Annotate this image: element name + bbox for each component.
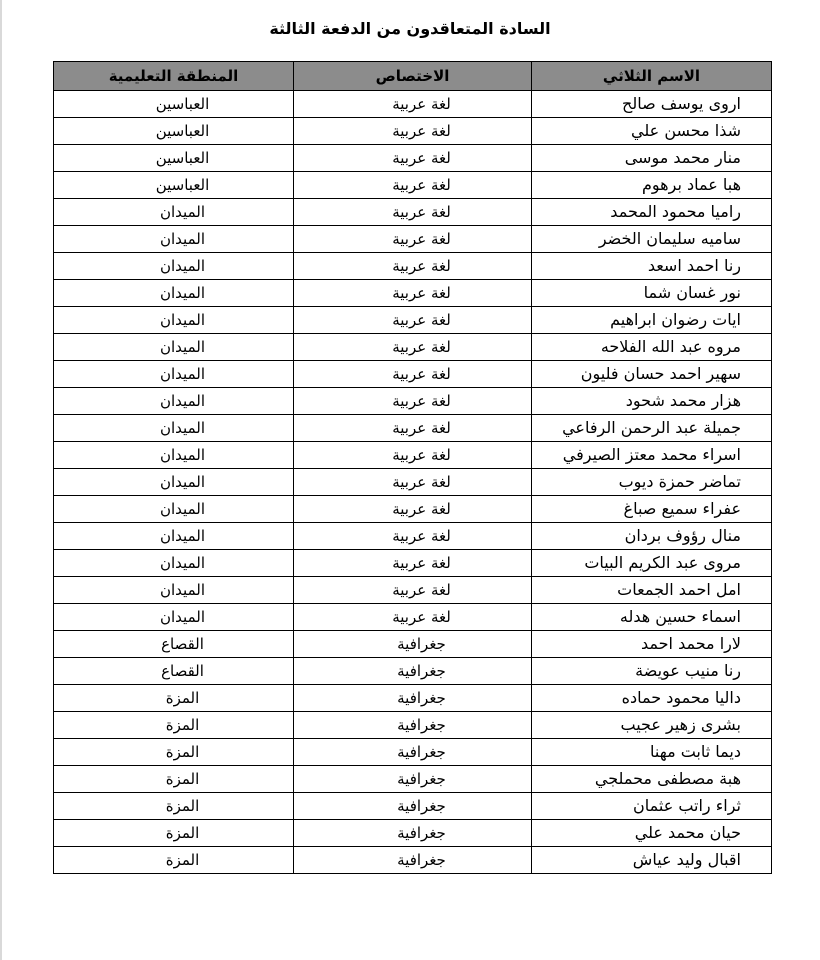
header-row	[54, 62, 772, 91]
table-row	[54, 550, 772, 577]
cell-specialization: لغة عربية	[294, 91, 532, 118]
cell-full-name: منار محمد موسى	[532, 145, 772, 172]
cell-education-region: الميدان	[54, 226, 294, 253]
cell-education-region: المزة	[54, 847, 294, 874]
cell-education-region: العباسين	[54, 91, 294, 118]
table-row	[54, 523, 772, 550]
cell-full-name: رنا احمد اسعد	[532, 253, 772, 280]
cell-full-name: جميلة عبد الرحمن الرفاعي	[532, 415, 772, 442]
cell-education-region: الميدان	[54, 577, 294, 604]
cell-education-region: الميدان	[54, 415, 294, 442]
cell-specialization: جغرافية	[294, 739, 532, 766]
cell-full-name: ساميه سليمان الخضر	[532, 226, 772, 253]
cell-specialization: لغة عربية	[294, 469, 532, 496]
cell-education-region: المزة	[54, 820, 294, 847]
cell-full-name: امل احمد الجمعات	[532, 577, 772, 604]
cell-full-name: داليا محمود حماده	[532, 685, 772, 712]
cell-specialization: لغة عربية	[294, 604, 532, 631]
cell-full-name: هزار محمد شحود	[532, 388, 772, 415]
page-edge	[0, 0, 2, 960]
cell-education-region: الميدان	[54, 253, 294, 280]
cell-education-region: الميدان	[54, 199, 294, 226]
table-row	[54, 739, 772, 766]
table-row	[54, 820, 772, 847]
column-header-region: المنطقة التعليمية	[54, 62, 294, 91]
cell-specialization: لغة عربية	[294, 253, 532, 280]
cell-specialization: جغرافية	[294, 712, 532, 739]
cell-specialization: جغرافية	[294, 685, 532, 712]
cell-education-region: القصاع	[54, 658, 294, 685]
cell-specialization: جغرافية	[294, 793, 532, 820]
cell-education-region: الميدان	[54, 442, 294, 469]
cell-full-name: هبة مصطفى محملجي	[532, 766, 772, 793]
cell-full-name: تماضر حمزة ديوب	[532, 469, 772, 496]
table-row	[54, 388, 772, 415]
table-row	[54, 577, 772, 604]
cell-education-region: الميدان	[54, 388, 294, 415]
cell-specialization: لغة عربية	[294, 199, 532, 226]
cell-full-name: مروه عبد الله الفلاحه	[532, 334, 772, 361]
table-row	[54, 496, 772, 523]
column-header-major: الاختصاص	[294, 62, 532, 91]
table-row	[54, 442, 772, 469]
table-row	[54, 415, 772, 442]
cell-education-region: العباسين	[54, 172, 294, 199]
cell-education-region: العباسين	[54, 145, 294, 172]
cell-education-region: المزة	[54, 766, 294, 793]
table-row	[54, 712, 772, 739]
table-row	[54, 253, 772, 280]
cell-full-name: ايات رضوان ابراهيم	[532, 307, 772, 334]
cell-education-region: القصاع	[54, 631, 294, 658]
cell-full-name: حيان محمد علي	[532, 820, 772, 847]
table-row	[54, 847, 772, 874]
cell-specialization: لغة عربية	[294, 496, 532, 523]
cell-education-region: المزة	[54, 739, 294, 766]
contractors-table	[53, 61, 772, 874]
table-row	[54, 685, 772, 712]
cell-education-region: الميدان	[54, 604, 294, 631]
cell-specialization: لغة عربية	[294, 334, 532, 361]
table-row	[54, 118, 772, 145]
cell-full-name: لارا محمد احمد	[532, 631, 772, 658]
cell-specialization: لغة عربية	[294, 523, 532, 550]
cell-specialization: لغة عربية	[294, 145, 532, 172]
cell-full-name: سهير احمد حسان فليون	[532, 361, 772, 388]
table-row	[54, 307, 772, 334]
cell-specialization: لغة عربية	[294, 388, 532, 415]
table-row	[54, 658, 772, 685]
cell-specialization: لغة عربية	[294, 415, 532, 442]
table-row	[54, 145, 772, 172]
cell-specialization: لغة عربية	[294, 172, 532, 199]
document-title: السادة المتعاقدون من الدفعة الثالثة	[269, 19, 551, 38]
cell-specialization: جغرافية	[294, 658, 532, 685]
cell-specialization: لغة عربية	[294, 577, 532, 604]
cell-full-name: ثراء راتب عثمان	[532, 793, 772, 820]
cell-specialization: لغة عربية	[294, 307, 532, 334]
table-row	[54, 199, 772, 226]
cell-education-region: الميدان	[54, 469, 294, 496]
table-row	[54, 91, 772, 118]
cell-specialization: جغرافية	[294, 847, 532, 874]
cell-education-region: الميدان	[54, 523, 294, 550]
cell-specialization: لغة عربية	[294, 442, 532, 469]
cell-full-name: بشرى زهير عجيب	[532, 712, 772, 739]
cell-full-name: منال رؤوف بردان	[532, 523, 772, 550]
cell-full-name: اروى يوسف صالح	[532, 91, 772, 118]
cell-full-name: ديما ثابت مهنا	[532, 739, 772, 766]
table-row	[54, 280, 772, 307]
cell-education-region: المزة	[54, 685, 294, 712]
cell-education-region: المزة	[54, 793, 294, 820]
cell-full-name: اسراء محمد معتز الصيرفي	[532, 442, 772, 469]
table-header	[54, 62, 772, 91]
cell-education-region: المزة	[54, 712, 294, 739]
table-row	[54, 172, 772, 199]
cell-education-region: الميدان	[54, 496, 294, 523]
table-row	[54, 334, 772, 361]
cell-education-region: الميدان	[54, 334, 294, 361]
cell-full-name: مروى عبد الكريم البيات	[532, 550, 772, 577]
cell-full-name: شذا محسن علي	[532, 118, 772, 145]
cell-specialization: جغرافية	[294, 820, 532, 847]
cell-education-region: الميدان	[54, 550, 294, 577]
cell-specialization: جغرافية	[294, 766, 532, 793]
cell-full-name: اقبال وليد عياش	[532, 847, 772, 874]
table-row	[54, 793, 772, 820]
cell-full-name: هبا عماد برهوم	[532, 172, 772, 199]
cell-full-name: نور غسان شما	[532, 280, 772, 307]
table-row	[54, 766, 772, 793]
cell-education-region: الميدان	[54, 280, 294, 307]
cell-education-region: العباسين	[54, 118, 294, 145]
cell-specialization: لغة عربية	[294, 118, 532, 145]
table-row	[54, 361, 772, 388]
cell-specialization: لغة عربية	[294, 550, 532, 577]
table-row	[54, 604, 772, 631]
cell-education-region: الميدان	[54, 361, 294, 388]
cell-specialization: لغة عربية	[294, 226, 532, 253]
cell-specialization: لغة عربية	[294, 280, 532, 307]
cell-full-name: رنا منيب عويضة	[532, 658, 772, 685]
cell-full-name: عفراء سميع صباغ	[532, 496, 772, 523]
table-row	[54, 631, 772, 658]
cell-education-region: الميدان	[54, 307, 294, 334]
cell-full-name: اسماء حسين هدله	[532, 604, 772, 631]
column-header-name: الاسم الثلاثي	[532, 62, 772, 91]
table-row	[54, 469, 772, 496]
table-row	[54, 226, 772, 253]
cell-full-name: راميا محمود المحمد	[532, 199, 772, 226]
cell-specialization: جغرافية	[294, 631, 532, 658]
table-body	[54, 91, 772, 874]
cell-specialization: لغة عربية	[294, 361, 532, 388]
